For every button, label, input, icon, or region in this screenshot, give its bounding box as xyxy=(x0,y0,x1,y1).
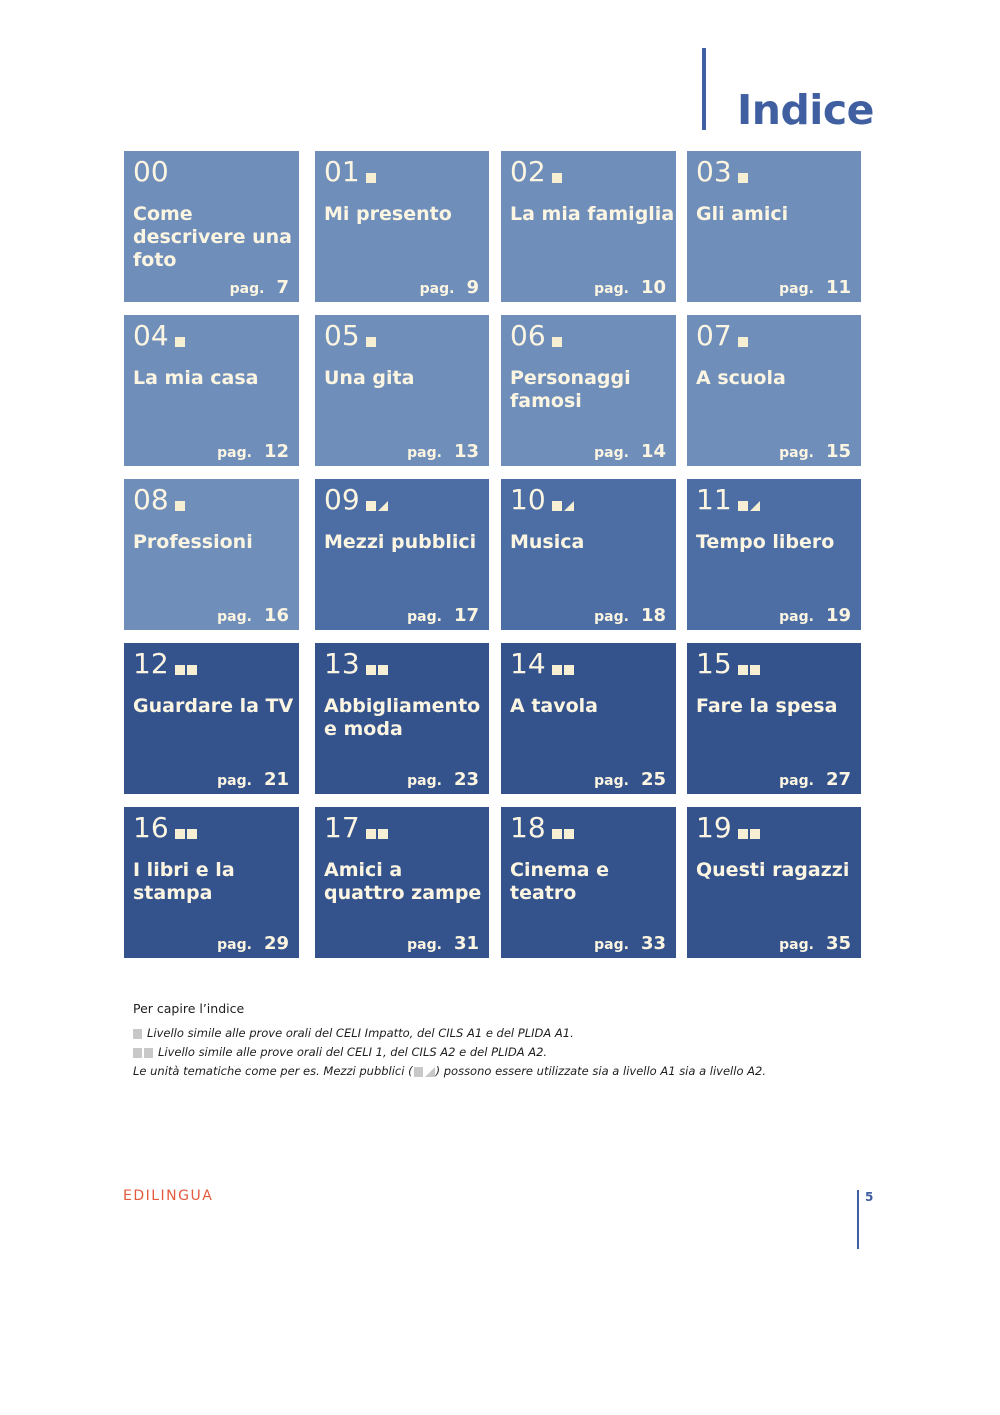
unit-tile-18[interactable] xyxy=(501,807,676,958)
unit-number xyxy=(696,321,748,352)
unit-tile-15[interactable] xyxy=(687,643,861,794)
unit-page-ref xyxy=(779,277,851,298)
unit-title: Professioni xyxy=(133,531,253,553)
level-a2-icon xyxy=(552,829,574,839)
unit-title: Amici a quattro zampe xyxy=(324,859,482,904)
unit-page-ref xyxy=(779,769,851,790)
legend-line-a1 xyxy=(133,1024,893,1043)
title-accent-bar xyxy=(702,48,706,130)
page-label: pag. xyxy=(229,281,265,297)
page-label: pag. xyxy=(779,937,814,953)
level-a1-icon xyxy=(175,501,185,511)
unit-page-ref xyxy=(594,933,666,954)
unit-title: Personaggi famosi xyxy=(510,367,631,412)
page-label: pag. xyxy=(779,773,814,789)
page-number-ref: 27 xyxy=(825,769,851,790)
unit-number-text: 15 xyxy=(696,647,732,680)
level-mixed-icon xyxy=(738,501,760,511)
level-a2-icon xyxy=(738,829,760,839)
unit-number xyxy=(324,813,388,844)
unit-title: Musica xyxy=(510,531,585,553)
page-number-ref: 11 xyxy=(825,277,851,298)
index-legend xyxy=(133,1001,893,1081)
level-a1-icon xyxy=(738,173,748,183)
unit-title: Guardare la TV xyxy=(133,695,294,717)
unit-title: Una gita xyxy=(324,367,415,389)
unit-page-ref xyxy=(594,769,666,790)
unit-number xyxy=(510,649,574,680)
unit-title: Come descrivere una foto xyxy=(133,203,292,271)
unit-tile-01[interactable] xyxy=(315,151,489,302)
page-number-ref: 16 xyxy=(263,605,289,626)
page-label: pag. xyxy=(779,281,814,297)
level-a1-icon xyxy=(175,337,185,347)
unit-title: Tempo libero xyxy=(696,531,835,553)
unit-title: Gli amici xyxy=(696,203,789,225)
page-label: pag. xyxy=(217,445,252,461)
page-label: pag. xyxy=(217,773,252,789)
level-a1-icon xyxy=(366,173,376,183)
page-label: pag. xyxy=(407,773,442,789)
legend-line-a2 xyxy=(133,1043,893,1062)
unit-tile-14[interactable] xyxy=(501,643,676,794)
unit-tile-16[interactable] xyxy=(124,807,299,958)
page-label: pag. xyxy=(594,937,629,953)
level-a1-icon xyxy=(552,337,562,347)
page-label: pag. xyxy=(594,609,629,625)
unit-tile-12[interactable] xyxy=(124,643,299,794)
page-number-ref: 23 xyxy=(453,769,479,790)
unit-number xyxy=(510,157,562,188)
unit-number-text: 12 xyxy=(133,647,169,680)
level-a2-icon xyxy=(175,829,197,839)
unit-number-text: 05 xyxy=(324,319,360,352)
legend-line-mixed xyxy=(133,1062,893,1081)
page-number-ref: 19 xyxy=(825,605,851,626)
unit-page-ref xyxy=(217,769,289,790)
unit-number xyxy=(696,157,748,188)
unit-number xyxy=(510,321,562,352)
unit-title: Fare la spesa xyxy=(696,695,838,717)
legend-text-a2: Livello simile alle prove orali del CELI 1, del CILS A2 e del PLIDA A2. xyxy=(158,1045,548,1059)
unit-number-text: 03 xyxy=(696,155,732,188)
page-number-ref: 29 xyxy=(263,933,289,954)
unit-number xyxy=(133,321,185,352)
page-label: pag. xyxy=(594,445,629,461)
page-label: pag. xyxy=(779,609,814,625)
level-a1-icon xyxy=(366,337,376,347)
unit-number-text: 10 xyxy=(510,483,546,516)
page-number-ref: 18 xyxy=(640,605,666,626)
level-a2-icon xyxy=(133,1048,155,1058)
unit-title: Abbigliamento e moda xyxy=(324,695,481,740)
unit-tile-19[interactable] xyxy=(687,807,861,958)
unit-page-ref xyxy=(594,441,666,462)
unit-page-ref xyxy=(217,605,289,626)
page-number-ref: 15 xyxy=(825,441,851,462)
unit-number xyxy=(133,813,197,844)
level-mixed-icon xyxy=(552,501,574,511)
level-a1-icon xyxy=(133,1029,144,1039)
page-label: pag. xyxy=(594,281,629,297)
unit-tile-05[interactable] xyxy=(315,315,489,466)
unit-number xyxy=(324,649,388,680)
level-a1-icon xyxy=(552,173,562,183)
page-number-ref: 31 xyxy=(453,933,479,954)
unit-number xyxy=(510,813,574,844)
footer-accent-bar xyxy=(857,1190,859,1249)
unit-title: A scuola xyxy=(696,367,786,389)
page-number-ref: 21 xyxy=(263,769,289,790)
unit-number-text: 11 xyxy=(696,483,732,516)
unit-number xyxy=(324,321,376,352)
unit-tile-10[interactable] xyxy=(501,479,676,630)
unit-number xyxy=(696,813,760,844)
unit-tile-17[interactable] xyxy=(315,807,489,958)
page-label: pag. xyxy=(407,445,442,461)
page-label: pag. xyxy=(594,773,629,789)
unit-title: A tavola xyxy=(510,695,598,717)
unit-number-text: 07 xyxy=(696,319,732,352)
unit-title: Cinema e teatro xyxy=(510,859,609,904)
page-number-ref: 33 xyxy=(640,933,666,954)
legend-text-a1: Livello simile alle prove orali del CELI Impatto, del CILS A1 e del PLIDA A1. xyxy=(147,1026,574,1040)
unit-number-text: 04 xyxy=(133,319,169,352)
page-number-ref: 10 xyxy=(640,277,666,298)
page-label: pag. xyxy=(407,609,442,625)
unit-number xyxy=(133,649,197,680)
page-label: pag. xyxy=(217,609,252,625)
unit-title: I libri e la stampa xyxy=(133,859,235,904)
page-label: pag. xyxy=(419,281,455,297)
unit-tile-13[interactable] xyxy=(315,643,489,794)
level-a2-icon xyxy=(366,829,388,839)
unit-number xyxy=(324,485,388,516)
page-number-ref: 14 xyxy=(640,441,666,462)
level-a2-icon xyxy=(175,665,197,675)
unit-tile-03[interactable] xyxy=(687,151,861,302)
page-number-ref: 7 xyxy=(276,277,289,298)
level-a2-icon xyxy=(366,665,388,675)
unit-number-text: 08 xyxy=(133,483,169,516)
legend-title: Per capire l’indice xyxy=(133,1001,245,1016)
unit-title: La mia casa xyxy=(133,367,259,389)
unit-page-ref xyxy=(217,933,289,954)
unit-tile-06[interactable] xyxy=(501,315,676,466)
page-label: pag. xyxy=(779,445,814,461)
unit-title: Mi presento xyxy=(324,203,452,225)
unit-page-ref xyxy=(779,933,851,954)
unit-number-text: 00 xyxy=(133,155,169,188)
unit-tile-11[interactable] xyxy=(687,479,861,630)
unit-tile-09[interactable] xyxy=(315,479,489,630)
page-number-ref: 9 xyxy=(466,277,479,298)
page-title: Indice xyxy=(737,86,874,134)
level-a1-icon xyxy=(738,337,748,347)
unit-number-text: 17 xyxy=(324,811,360,844)
unit-number xyxy=(324,157,376,188)
unit-page-ref xyxy=(779,605,851,626)
unit-number-text: 19 xyxy=(696,811,732,844)
unit-page-ref xyxy=(217,441,289,462)
unit-page-ref xyxy=(407,441,479,462)
unit-page-ref xyxy=(407,933,479,954)
unit-page-ref xyxy=(594,605,666,626)
unit-title: La mia famiglia xyxy=(510,203,675,225)
unit-tile-02[interactable] xyxy=(501,151,676,302)
unit-title: Questi ragazzi xyxy=(696,859,850,881)
unit-title: Mezzi pubblici xyxy=(324,531,477,553)
unit-number xyxy=(133,157,169,188)
unit-tile-00[interactable] xyxy=(124,151,299,302)
unit-page-ref xyxy=(594,277,666,298)
unit-number xyxy=(510,485,574,516)
unit-page-ref xyxy=(407,605,479,626)
unit-page-ref xyxy=(779,441,851,462)
unit-page-ref xyxy=(407,769,479,790)
page-label: pag. xyxy=(407,937,442,953)
unit-number xyxy=(696,649,760,680)
level-a2-icon xyxy=(552,665,574,675)
page-number: 5 xyxy=(865,1190,874,1204)
unit-number-text: 06 xyxy=(510,319,546,352)
unit-number-text: 02 xyxy=(510,155,546,188)
unit-number xyxy=(696,485,760,516)
unit-number-text: 18 xyxy=(510,811,546,844)
page-number-ref: 13 xyxy=(453,441,479,462)
unit-tile-04[interactable] xyxy=(124,315,299,466)
legend-text-mixed-before: Le unità tematiche come per es. Mezzi pubblici ( xyxy=(133,1064,413,1078)
level-a2-icon xyxy=(738,665,760,675)
unit-tile-08[interactable] xyxy=(124,479,299,630)
level-mixed-icon xyxy=(366,501,388,511)
publisher-logo: EDILINGUA xyxy=(123,1188,214,1204)
unit-number-text: 16 xyxy=(133,811,169,844)
unit-number-text: 13 xyxy=(324,647,360,680)
unit-number-text: 09 xyxy=(324,483,360,516)
legend-text-mixed-after: ) possono essere utilizzate sia a livello A1 sia a livello A2. xyxy=(435,1064,766,1078)
unit-page-ref xyxy=(230,277,289,298)
page-number-ref: 17 xyxy=(453,605,479,626)
unit-tile-07[interactable] xyxy=(687,315,861,466)
page-label: pag. xyxy=(217,937,252,953)
page-number-ref: 12 xyxy=(263,441,289,462)
unit-page-ref xyxy=(420,277,479,298)
unit-number-text: 14 xyxy=(510,647,546,680)
page-number-ref: 25 xyxy=(640,769,666,790)
level-mixed-icon xyxy=(414,1067,435,1077)
unit-number-text: 01 xyxy=(324,155,360,188)
page-number-ref: 35 xyxy=(825,933,851,954)
unit-number xyxy=(133,485,185,516)
